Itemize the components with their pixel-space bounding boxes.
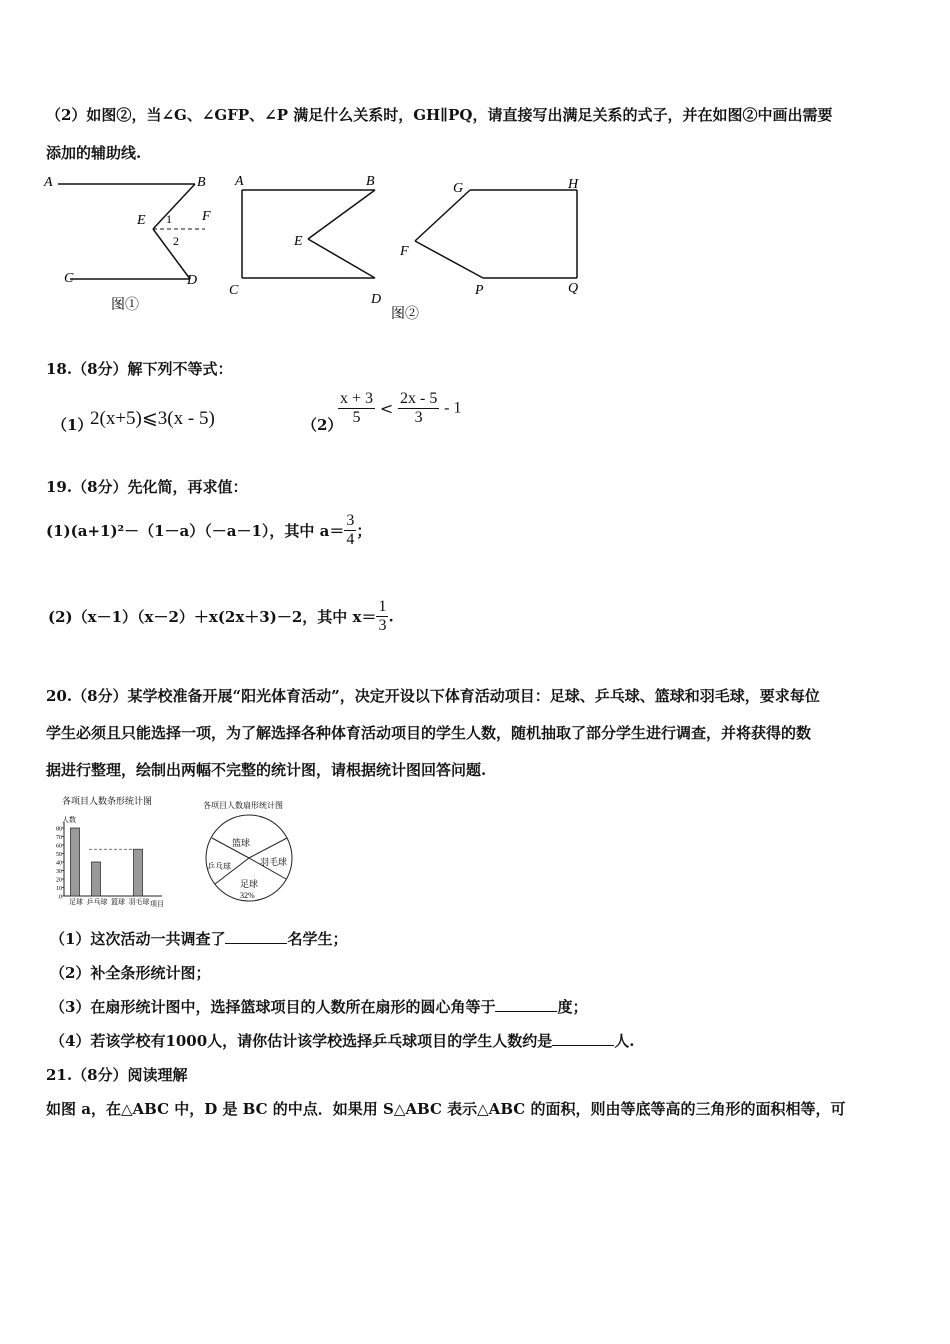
q19-title: 19.（8分）先化简，再求值： [46, 478, 248, 496]
pie-label-basketball: 篮球 [232, 838, 251, 848]
q18-tail: - 1 [444, 399, 462, 417]
fig1-line-be [153, 184, 195, 229]
q18-frac1 [338, 390, 375, 427]
q20-q1-blank[interactable] [225, 929, 287, 944]
bar-y-tick-label: 20 [56, 877, 62, 884]
fig2-label-e: E [294, 234, 303, 249]
fig2-label-q: Q [568, 281, 579, 296]
q18-frac1-den: 5 [352, 409, 361, 426]
fig2-label-a: A [235, 174, 244, 189]
bar-y-tick-label: 40 [56, 860, 62, 867]
q18-title: 18.（8分）解下列不等式： [46, 360, 233, 378]
bar-1 [71, 828, 80, 896]
bar-chart-ylabel: 人数 [62, 816, 76, 824]
bar-y-tick-label: 0 [59, 894, 62, 901]
q20-q1-pre: （1）这次活动一共调查了 [50, 930, 226, 948]
bar-y-tick-label: 70 [56, 835, 62, 841]
q20-q4-blank[interactable] [552, 1031, 614, 1046]
fig2-label-f: F [400, 244, 409, 259]
fig2-line-be [308, 190, 375, 239]
q20-q4-pre: （4）若该学校有1000人，请你估计该学校选择乒乓球项目的学生人数约是 [50, 1032, 553, 1050]
q20-q1 [50, 928, 347, 949]
bar-4 [134, 849, 143, 896]
fig2-caption: 图② [391, 307, 419, 322]
q20-q3-blank[interactable] [495, 997, 557, 1012]
q20-line3: 据进行整理，绘制出两幅不完整的统计图，请根据统计图回答问题. [46, 761, 487, 779]
q20-line2: 学生必须且只能选择一项，为了解选择各种体育活动项目的学生人数，随机抽取了部分学生进行调查，并将获得的数 [46, 724, 812, 742]
fig2-line-ed [308, 239, 375, 278]
bar-category-label: 足球 [69, 898, 83, 906]
pie-chart-title: 各项目人数扇形统计图 [203, 801, 283, 810]
bar-chart [44, 792, 184, 914]
fig1-label-f: F [202, 209, 211, 224]
fig1-caption: 图① [111, 298, 139, 313]
q18-p2-label: （2） [302, 416, 343, 434]
pie-label-pingpong: 乒乓球 [207, 862, 231, 871]
q19-p2-den: 3 [378, 617, 387, 634]
bar-category-label: 乒乓球 [86, 898, 108, 906]
q20-q1-post: 名学生； [287, 930, 348, 948]
q21-line1: 如图 a，在△ABC 中，D 是 BC 的中点．如果用 S△ABC 表示△ABC 的面积，则由等底等高的三角形的面积相等，可 [46, 1100, 846, 1118]
fig1-label-b: B [197, 175, 206, 190]
fig1-label-c: C [64, 271, 74, 286]
q20-q4-post: 人. [614, 1032, 635, 1050]
q18-p2-expr [338, 390, 461, 427]
bar-chart-title: 各项目人数条形统计图 [62, 796, 153, 806]
q18-frac2 [398, 390, 439, 427]
q19-p1 [46, 512, 371, 549]
bar-2 [92, 862, 101, 896]
q20-q4 [50, 1030, 634, 1051]
q17-part2-line1: （2）如图②，当∠G、∠GFP、∠P 满足什么关系时，GH∥PQ，请直接写出满足关系的式子，并在如图②中画出需要 [46, 106, 833, 124]
q20-line1: 20.（8分）某学校准备开展“阳光体育活动”，决定开设以下体育活动项目：足球、乒乓球、篮球和羽毛球，要求每位 [46, 687, 820, 705]
q19-p2-num: 1 [378, 598, 387, 615]
fig1-label-e: E [137, 213, 146, 228]
q20-q3 [50, 996, 587, 1017]
pie-label-football: 足球 [240, 879, 259, 889]
pie-divider-2 [249, 838, 287, 858]
fig2-line-fp [415, 241, 483, 278]
q20-q2: （2）补全条形统计图； [50, 964, 211, 982]
fig2-label-d: D [371, 292, 382, 307]
q19-p2 [48, 598, 394, 635]
q18-frac2-num: 2x - 5 [400, 390, 438, 407]
fig1-angle-2: 2 [173, 234, 179, 248]
q18-p1-expr: 2(x+5)⩽3(x - 5) [90, 408, 215, 429]
q18-frac1-num: x + 3 [340, 390, 374, 407]
bar-y-tick-label: 60 [56, 843, 62, 850]
q19-p1-frac [344, 512, 356, 549]
fig2-label-p: P [475, 283, 484, 298]
q19-p2-expr: (2)（x－1）（x－2）＋x(2x＋3)－2，其中 x＝ [48, 608, 377, 626]
fig2-label-c: C [229, 283, 239, 298]
fig2-label-g: G [453, 181, 464, 196]
bar-y-tick-label: 80 [56, 826, 62, 833]
fig1-angle-1: 1 [166, 212, 172, 226]
bar-chart-xlabel: 项目 [150, 900, 164, 908]
q18-p1-label: （1） [52, 416, 93, 434]
q18-lt: < [379, 399, 394, 418]
bar-y-tick-label: 10 [56, 886, 62, 892]
q19-p1-num: 3 [346, 512, 355, 529]
q18-frac2-den: 3 [414, 409, 423, 426]
figure-1 [40, 168, 240, 318]
q19-p1-end: ； [356, 522, 372, 540]
q20-q3-pre: （3）在扇形统计图中，选择篮球项目的人数所在扇形的圆心角等于 [50, 998, 496, 1016]
fig1-label-d: D [187, 273, 198, 288]
bar-category-label: 篮球 [111, 898, 125, 906]
q19-p2-frac [376, 598, 388, 635]
pie-chart [198, 796, 308, 908]
q17-part2-line2: 添加的辅助线. [46, 144, 142, 162]
q20-q3-post: 度； [557, 998, 588, 1016]
q21-title: 21.（8分）阅读理解 [46, 1066, 188, 1084]
figure-2 [225, 168, 595, 328]
bar-y-tick-label: 30 [56, 869, 62, 875]
pie-annotation-football: 32% [240, 891, 255, 900]
fig2-label-h: H [568, 177, 579, 192]
q19-p1-expr: (1)(a+1)²－（1－a）（－a－1），其中 a＝ [46, 522, 345, 540]
q19-p2-end: . [388, 607, 394, 626]
bar-category-label: 羽毛球 [128, 898, 150, 906]
fig1-label-a: A [44, 175, 53, 190]
pie-label-badminton: 羽毛球 [260, 857, 288, 867]
fig2-line-gf [415, 190, 470, 241]
fig2-label-b: B [366, 174, 375, 189]
bar-y-tick-label: 50 [56, 852, 62, 858]
fig1-line-ed [153, 229, 190, 279]
q19-p1-den: 4 [346, 531, 355, 548]
